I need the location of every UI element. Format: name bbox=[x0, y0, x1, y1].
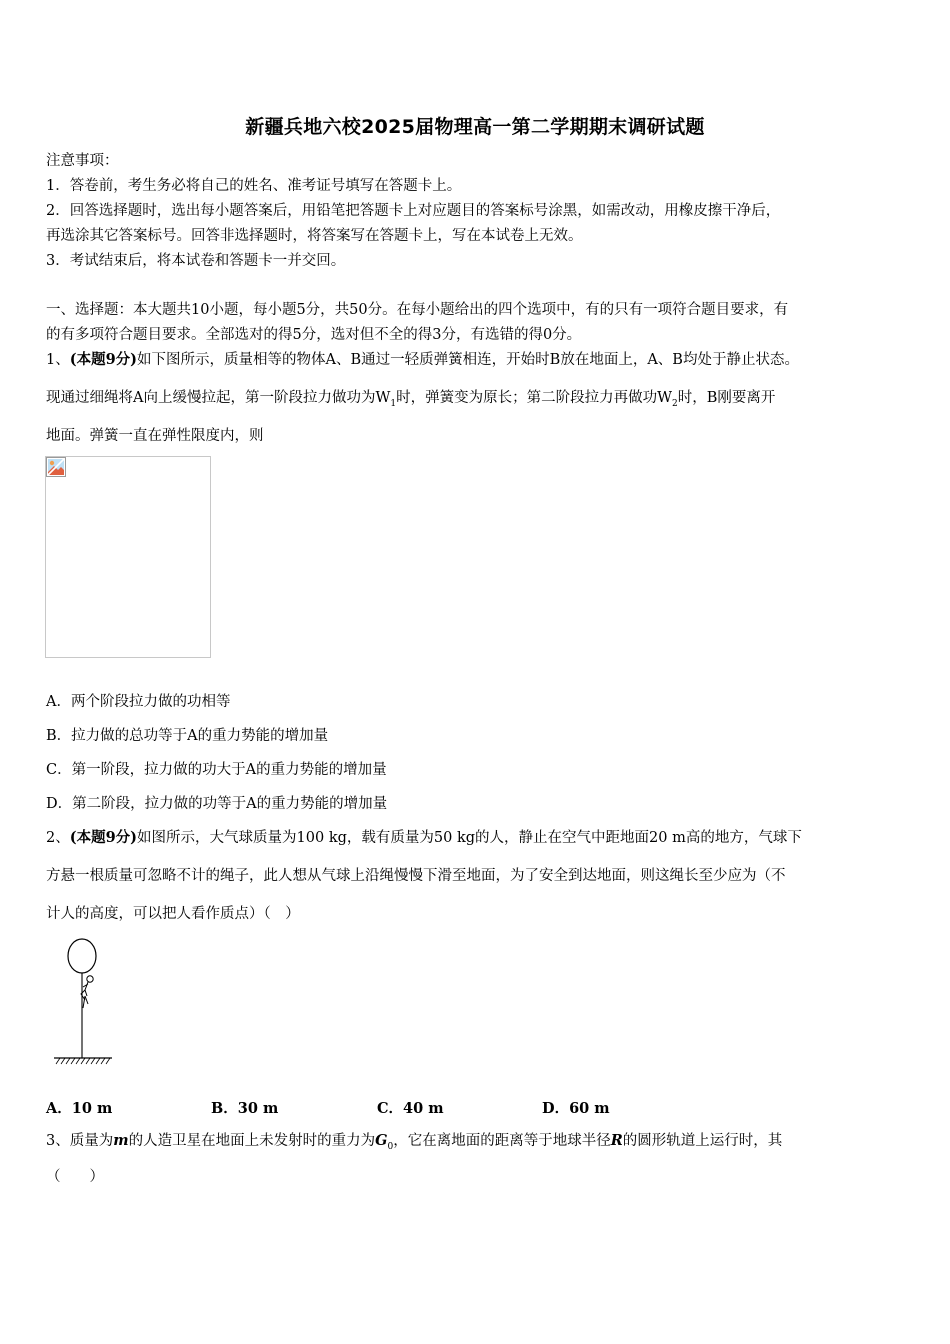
q2-balloon-figure bbox=[52, 934, 116, 1070]
section-heading-line1: 一、选择题：本大题共10小题，每小题5分，共50分。在每小题给出的四个选项中，有的只有一项符合题目要求，有 bbox=[46, 302, 789, 318]
q1-text2a: 现通过细绳将A向上缓慢拉起，第一阶段拉力做功为W bbox=[46, 390, 391, 406]
q1-sub2: 2 bbox=[672, 398, 678, 409]
q1-option-a: A．两个阶段拉力做的功相等 bbox=[46, 694, 231, 710]
q1-line1 bbox=[46, 350, 799, 370]
broken-image-icon bbox=[46, 457, 66, 477]
q2-option-c: C．40 m bbox=[377, 1100, 444, 1117]
page-title: 新疆兵地六校2025届物理高一第二学期期末调研试题 bbox=[245, 116, 705, 138]
q3-text-b: 的人造卫星在地面上未发射时的重力为 bbox=[128, 1133, 376, 1149]
q1-option-b: B．拉力做的总功等于A的重力势能的增加量 bbox=[46, 728, 329, 744]
q2-text1: 如图所示，大气球质量为100 kg，载有质量为50 kg的人，静止在空气中距地面20 m高的地方，气球下 bbox=[137, 830, 802, 846]
q2-number: 2、 bbox=[46, 830, 70, 846]
q3-text-c: ，它在离地面的距离等于地球半径 bbox=[393, 1133, 611, 1149]
notice-heading: 注意事项： bbox=[46, 153, 119, 169]
q2-option-a: A．10 m bbox=[46, 1100, 113, 1117]
q3-text-d: 的圆形轨道上运行时，其 bbox=[622, 1133, 783, 1149]
notice-item-1: 1．答卷前，考生务必将自己的姓名、准考证号填写在答题卡上。 bbox=[46, 178, 462, 194]
q1-text1: 如下图所示，质量相等的物体A、B通过一轻质弹簧相连，开始时B放在地面上，A、B均处于静止状态。 bbox=[137, 352, 799, 368]
q3-line1 bbox=[46, 1131, 782, 1157]
q1-text2c: 时，B刚要离开 bbox=[677, 390, 776, 406]
q2-line2: 方悬一根质量可忽略不计的绳子，此人想从气球上沿绳慢慢下滑至地面，为了安全到达地面，则这绳长至少应为（不 bbox=[46, 868, 786, 884]
q1-line2 bbox=[46, 388, 775, 414]
q2-option-b: B．30 m bbox=[211, 1100, 279, 1117]
q1-tag: (本题9分) bbox=[69, 351, 138, 368]
notice-item-3: 3．考试结束后，将本试卷和答题卡一并交回。 bbox=[46, 253, 346, 269]
q3-sub-0: 0 bbox=[387, 1141, 394, 1152]
q2-line3: 计人的高度，可以把人看作质点）（ ） bbox=[46, 906, 300, 922]
q1-figure-placeholder bbox=[45, 456, 211, 658]
q3-text-a: 3、质量为 bbox=[46, 1133, 114, 1149]
notice-item-2: 2．回答选择题时，选出每小题答案后，用铅笔把答题卡上对应题目的答案标号涂黑，如需改动，用橡皮擦干净后， bbox=[46, 203, 781, 219]
q1-option-c: C．第一阶段，拉力做的功大于A的重力势能的增加量 bbox=[46, 762, 387, 778]
q1-number: 1、 bbox=[46, 352, 70, 368]
q3-line2: （ ） bbox=[46, 1169, 104, 1185]
q2-tag: (本题9分) bbox=[69, 829, 138, 846]
q1-sub1: 1 bbox=[390, 398, 397, 409]
q3-var-G: G bbox=[375, 1132, 388, 1149]
q2-option-d: D．60 m bbox=[542, 1100, 610, 1117]
q3-var-m: m bbox=[113, 1132, 129, 1149]
q3-var-R: R bbox=[610, 1132, 623, 1149]
q2-line1 bbox=[46, 828, 802, 848]
q1-text2b: 时，弹簧变为原长；第二阶段拉力再做功W bbox=[396, 390, 673, 406]
notice-item-2-cont: 再选涂其它答案标号。回答非选择题时，将答案写在答题卡上，写在本试卷上无效。 bbox=[46, 228, 583, 244]
q1-line3: 地面。弹簧一直在弹性限度内，则 bbox=[46, 428, 264, 444]
section-heading-line2: 的有多项符合题目要求。全部选对的得5分，选对但不全的得3分，有选错的得0分。 bbox=[46, 327, 582, 343]
q1-option-d: D．第二阶段，拉力做的功等于A的重力势能的增加量 bbox=[46, 796, 388, 812]
